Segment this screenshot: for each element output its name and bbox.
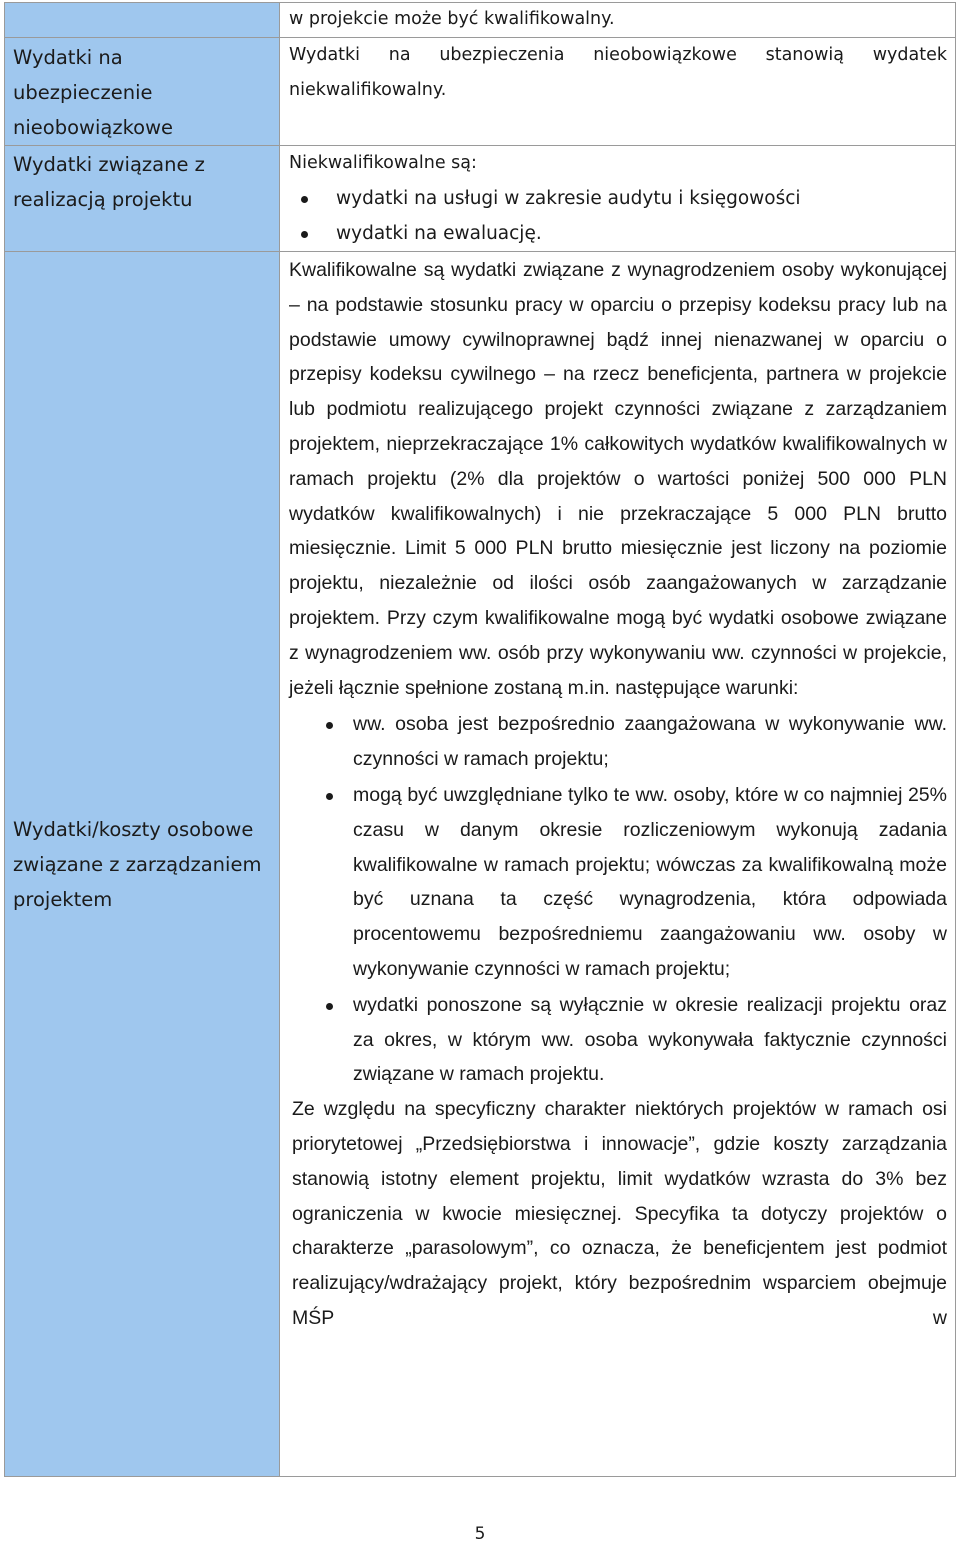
table-row (5, 252, 956, 1477)
document-table (4, 2, 956, 1477)
list-item (289, 181, 947, 216)
list-item-text: ww. osoba jest bezpośrednio zaangażowana w wykonywanie ww. czynności w ramach projektu; (353, 713, 947, 771)
table-row (5, 146, 956, 252)
row-intro: Niekwalifikowalne są: (289, 153, 477, 173)
bullet-icon (301, 231, 308, 238)
list-item (289, 707, 947, 777)
bullet-icon (326, 793, 333, 800)
page-number: 5 (474, 1524, 486, 1544)
row-label: Wydatki związane z realizacją projektu (13, 153, 205, 211)
table-row (5, 3, 956, 38)
list-item-text: mogą być uwzględniane tylko te ww. osoby, które w co najmniej 25% czasu w danym okresie rozliczeniowym wykonują zadania kwalifikowalne w ramach projektu; wówczas za kwalifikowalną może być uznana ta część wynagrodzenia, która odpowiada procentowemu bezpośredniemu zaangażowaniu ww. osoby w wykonywanie czynności w ramach projektu; (353, 783, 947, 980)
list-item (289, 216, 947, 251)
paragraph: Kwalifikowalne są wydatki związane z wynagrodzeniem osoby wykonującej – na podstawie stosunku pracy w oparciu o przepisy kodeksu pracy lub na podstawie umowy cywilnoprawnej bądź innej nienazwanej w oparciu o przepisy kodeksu cywilnego – na rzecz beneficjenta, partnera w projekcie lub podmiotu realizującego projekt czynności związane z zarządzaniem projektem, nieprzekraczające 1% całkowitych wydatków kwalifikowalnych w ramach projektu (2% dla projektów o wartości poniżej 500 000 PLN wydatków kwalifikowalnych) i nie przekraczające 5 000 PLN brutto miesięcznie. Limit 5 000 PLN brutto miesięcznie jest liczony na poziomie projektu, niezależnie od ilości osób zaangażowanych w zarządzanie projektem. Przy czym kwalifikowalne mogą być wydatki osobowe związane z wynagrodzeniem ww. osób przy wykonywaniu ww. czynności w projekcie, jeżeli łącznie spełnione zostaną m.in. następujące warunki: (289, 259, 947, 699)
bullet-list (289, 181, 947, 251)
bullet-list (289, 707, 947, 1092)
row-label: Wydatki na ubezpieczenie nieobowiązkowe (13, 46, 174, 139)
list-item-text: wydatki na ewaluację. (336, 223, 542, 244)
content-cell (280, 3, 956, 38)
label-cell (5, 3, 280, 38)
content-cell (280, 146, 956, 252)
row-label: Wydatki/koszty osobowe związane z zarządzaniem projektem (13, 818, 262, 911)
list-item-text: wydatki ponoszone są wyłącznie w okresie realizacji projektu oraz za okres, w którym ww. osoba wykonywała faktycznie czynności związane w ramach projektu. (353, 993, 947, 1086)
bullet-icon (326, 722, 333, 729)
content-cell (280, 38, 956, 146)
list-item-text: wydatki na usługi w zakresie audytu i księgowości (336, 188, 801, 209)
bullet-icon (301, 196, 308, 203)
list-item (289, 988, 947, 1092)
list-item (289, 778, 947, 987)
content-cell (280, 252, 956, 1477)
label-cell (5, 38, 280, 146)
label-cell (5, 252, 280, 1477)
label-cell (5, 146, 280, 252)
table-row (5, 38, 956, 146)
bullet-icon (326, 1003, 333, 1010)
row-text: Wydatki na ubezpieczenia nieobowiązkowe stanowią wydatek niekwalifikowalny. (289, 45, 947, 100)
paragraph: Ze względu na specyficzny charakter niektórych projektów w ramach osi priorytetowej „Przedsiębiorstwa i innowacje”, gdzie koszty zarządzania stanowią istotny element projektu, limit wydatków wzrasta do 3% bez ograniczenia w kwocie miesięcznej. Specyfika ta dotyczy projektów o charakterze „parasolowym”, co oznacza, że beneficjentem jest podmiot realizujący/wdrażający projekt, który bezpośrednim wsparciem obejmuje MŚP w (292, 1098, 947, 1329)
row-text: w projekcie może być kwalifikowalny. (289, 9, 615, 29)
